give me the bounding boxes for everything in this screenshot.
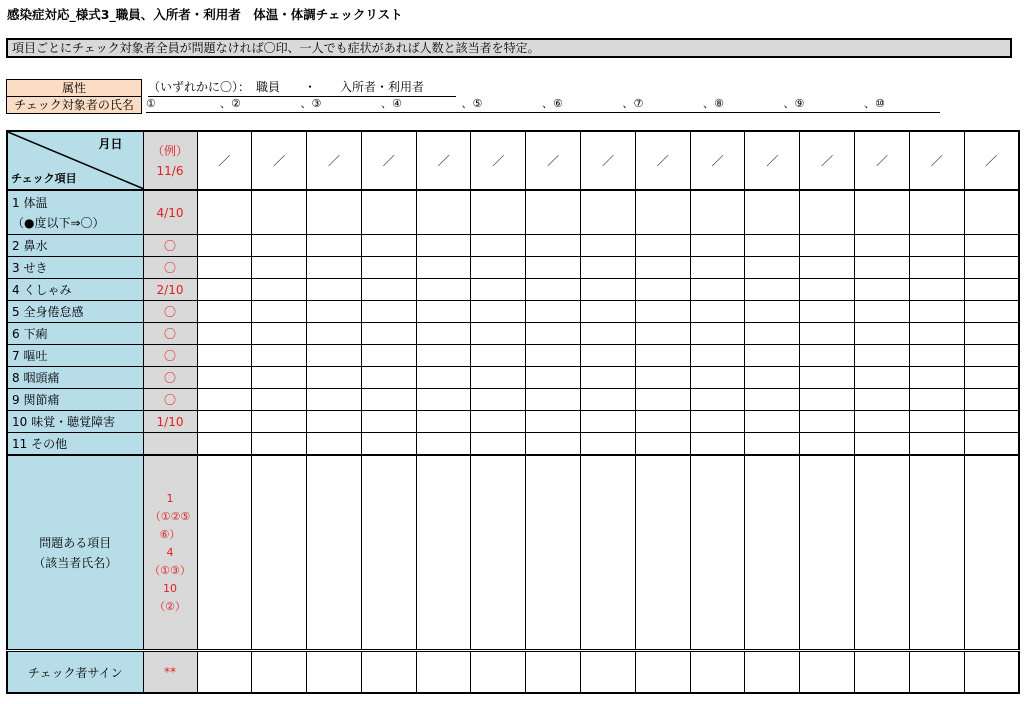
check-cell[interactable] [964,411,1019,433]
problem-cell[interactable] [581,455,636,651]
check-item-label: 3 せき [7,257,143,279]
example-value: 〇 [143,345,197,367]
check-cell[interactable] [197,433,252,456]
problem-cell[interactable] [197,455,252,651]
check-cell[interactable] [252,389,307,411]
check-cell[interactable] [197,367,252,389]
check-cell[interactable] [745,301,800,323]
date-input-cell-4[interactable]: ／ [361,131,416,190]
check-cell[interactable] [745,433,800,456]
date-input-cell-10[interactable]: ／ [690,131,745,190]
date-input-cell-8[interactable]: ／ [581,131,636,190]
name-slot-2[interactable]: 、② [220,97,241,110]
sign-cell[interactable] [581,651,636,694]
check-cell[interactable] [909,389,964,411]
check-cell[interactable] [526,190,581,235]
example-value: 〇 [143,323,197,345]
check-cell[interactable] [361,257,416,279]
check-cell[interactable] [745,323,800,345]
example-date-cell [143,131,197,190]
check-cell[interactable] [197,389,252,411]
check-cell[interactable] [635,190,690,235]
check-cell[interactable] [526,389,581,411]
check-item-label: 5 全身倦怠感 [7,301,143,323]
check-cell[interactable] [690,323,745,345]
problem-cell[interactable] [361,455,416,651]
example-value: 〇 [143,367,197,389]
example-date: 11/6 [156,163,184,178]
check-cell[interactable] [252,257,307,279]
check-cell[interactable] [855,367,910,389]
check-cell[interactable] [361,389,416,411]
check-cell[interactable] [581,345,636,367]
check-cell[interactable] [252,323,307,345]
check-cell[interactable] [471,389,526,411]
check-cell[interactable] [964,345,1019,367]
name-slot-10[interactable]: 、⑩ [864,97,885,110]
check-cell[interactable] [690,190,745,235]
table-row [7,279,1019,301]
check-cell[interactable] [526,257,581,279]
check-cell[interactable] [526,433,581,456]
check-cell[interactable] [745,411,800,433]
table-row [7,301,1019,323]
sign-cell[interactable] [690,651,745,694]
sign-cell[interactable] [855,651,910,694]
check-cell[interactable] [307,190,362,235]
check-cell[interactable] [471,433,526,456]
problem-cell[interactable] [745,455,800,651]
date-input-cell-9[interactable]: ／ [635,131,690,190]
check-cell[interactable] [690,235,745,257]
problem-cell[interactable] [252,455,307,651]
check-cell[interactable] [964,323,1019,345]
check-cell[interactable] [855,190,910,235]
check-item-label: 8 咽頭痛 [7,367,143,389]
attribute-options[interactable]: （いずれかに〇）： 職員 ・ 入所者・利用者 [148,79,456,97]
check-cell[interactable] [964,389,1019,411]
check-cell[interactable] [745,257,800,279]
check-cell[interactable] [855,411,910,433]
instruction-box: 項目ごとにチェック対象者全員が問題なければ〇印、一人でも症状があれば人数と該当者を特定。 [6,38,1012,58]
check-cell[interactable] [471,301,526,323]
check-cell[interactable] [800,279,855,301]
check-cell[interactable] [690,367,745,389]
check-cell[interactable] [800,323,855,345]
check-cell[interactable] [855,257,910,279]
table-row [7,257,1019,279]
check-cell[interactable] [855,389,910,411]
checker-sign-label: チェック者サイン [7,651,143,694]
check-cell[interactable] [909,190,964,235]
check-cell[interactable] [361,301,416,323]
check-cell[interactable] [416,257,471,279]
check-cell[interactable] [964,433,1019,456]
check-cell[interactable] [526,301,581,323]
example-value: 〇 [143,389,197,411]
check-cell[interactable] [252,190,307,235]
check-cell[interactable] [416,367,471,389]
check-cell[interactable] [526,367,581,389]
check-cell[interactable] [252,411,307,433]
check-cell[interactable] [964,257,1019,279]
check-cell[interactable] [909,323,964,345]
check-cell[interactable] [581,389,636,411]
check-cell[interactable] [197,279,252,301]
check-cell[interactable] [745,190,800,235]
check-cell[interactable] [197,190,252,235]
check-cell[interactable] [581,279,636,301]
check-cell[interactable] [909,257,964,279]
check-cell[interactable] [855,301,910,323]
sign-cell[interactable] [964,651,1019,694]
sign-cell[interactable] [526,651,581,694]
check-cell[interactable] [909,345,964,367]
check-cell[interactable] [581,411,636,433]
name-slot-3[interactable]: 、③ [300,97,322,110]
date-input-cell-5[interactable]: ／ [416,131,471,190]
check-cell[interactable] [307,323,362,345]
date-input-cell-2[interactable]: ／ [252,131,307,190]
problem-cell[interactable] [635,455,690,651]
check-cell[interactable] [745,389,800,411]
name-slot-4[interactable]: 、④ [381,97,402,110]
check-cell[interactable] [416,323,471,345]
sign-cell[interactable] [800,651,855,694]
check-cell[interactable] [307,301,362,323]
check-cell[interactable] [635,301,690,323]
name-slot-1[interactable]: ① [146,97,156,110]
check-cell[interactable] [197,257,252,279]
check-cell[interactable] [635,389,690,411]
check-cell[interactable] [581,323,636,345]
check-cell[interactable] [197,323,252,345]
problem-row [7,455,1019,651]
check-cell[interactable] [471,235,526,257]
check-cell[interactable] [800,301,855,323]
check-cell[interactable] [745,279,800,301]
name-slot-9[interactable]: 、⑨ [783,97,805,110]
check-cell[interactable] [964,301,1019,323]
check-cell[interactable] [690,301,745,323]
table-row [7,190,1019,235]
check-cell[interactable] [964,235,1019,257]
check-cell[interactable] [800,367,855,389]
check-cell[interactable] [690,279,745,301]
date-input-cell-15[interactable]: ／ [964,131,1019,190]
check-item-label: 10 味覚・聴覚障害 [7,411,143,433]
check-cell[interactable] [471,367,526,389]
date-input-cell-7[interactable]: ／ [526,131,581,190]
check-cell[interactable] [197,235,252,257]
check-cell[interactable] [471,279,526,301]
check-cell[interactable] [361,190,416,235]
problem-cell[interactable] [800,455,855,651]
check-cell[interactable] [800,257,855,279]
check-cell[interactable] [581,235,636,257]
check-cell[interactable] [361,279,416,301]
check-cell[interactable] [581,367,636,389]
check-cell[interactable] [416,345,471,367]
problem-cell[interactable] [855,455,910,651]
check-cell[interactable] [964,367,1019,389]
problem-example: 1 （①②⑤ ⑥） 4 （①③） 10 （②） [143,455,197,651]
date-input-cell-11[interactable]: ／ [745,131,800,190]
check-cell[interactable] [964,279,1019,301]
check-cell[interactable] [635,235,690,257]
check-cell[interactable] [471,323,526,345]
check-cell[interactable] [690,389,745,411]
check-cell[interactable] [416,190,471,235]
check-cell[interactable] [690,433,745,456]
check-cell[interactable] [252,367,307,389]
problem-cell[interactable] [416,455,471,651]
check-item-label: 11 その他 [7,433,143,456]
check-cell[interactable] [909,279,964,301]
sign-row [7,651,1019,694]
example-value: 1/10 [143,411,197,433]
check-cell[interactable] [471,411,526,433]
check-cell[interactable] [909,235,964,257]
check-cell[interactable] [197,345,252,367]
check-cell[interactable] [416,301,471,323]
sign-cell[interactable] [307,651,362,694]
check-cell[interactable] [307,345,362,367]
check-cell[interactable] [361,345,416,367]
check-cell[interactable] [800,411,855,433]
check-cell[interactable] [800,190,855,235]
check-cell[interactable] [690,345,745,367]
check-cell[interactable] [909,411,964,433]
example-value: 2/10 [143,279,197,301]
check-cell[interactable] [855,323,910,345]
example-label: （例） [151,143,188,158]
check-cell[interactable] [964,190,1019,235]
table-row [7,389,1019,411]
check-cell[interactable] [909,301,964,323]
example-value [143,433,197,456]
table-row [7,345,1019,367]
check-cell[interactable] [416,235,471,257]
check-cell[interactable] [800,433,855,456]
check-cell[interactable] [800,235,855,257]
check-cell[interactable] [471,345,526,367]
check-cell[interactable] [690,257,745,279]
check-cell[interactable] [526,345,581,367]
check-cell[interactable] [745,367,800,389]
attribute-label: 属性 [6,79,142,97]
sign-cell[interactable] [635,651,690,694]
sign-cell[interactable] [471,651,526,694]
check-cell[interactable] [800,345,855,367]
check-item-label: 4 くしゃみ [7,279,143,301]
date-input-cell-13[interactable]: ／ [855,131,910,190]
check-cell[interactable] [361,433,416,456]
check-cell[interactable] [745,345,800,367]
sign-cell[interactable] [909,651,964,694]
header-diagonal-cell [7,131,143,190]
check-cell[interactable] [526,323,581,345]
name-slot-8[interactable]: 、⑧ [703,97,724,110]
date-input-cell-12[interactable]: ／ [800,131,855,190]
problem-cell[interactable] [909,455,964,651]
table-row [7,411,1019,433]
checklist-table [6,130,1020,694]
check-cell[interactable] [855,279,910,301]
check-cell[interactable] [690,411,745,433]
check-cell[interactable] [635,257,690,279]
check-cell[interactable] [416,389,471,411]
table-row [7,323,1019,345]
check-cell[interactable] [252,345,307,367]
sign-cell[interactable] [416,651,471,694]
check-item-label: 1 体温 （●度以下⇒〇） [7,190,143,235]
sign-cell[interactable] [361,651,416,694]
check-cell[interactable] [361,411,416,433]
problem-cell[interactable] [964,455,1019,651]
check-cell[interactable] [855,345,910,367]
date-input-cell-14[interactable]: ／ [909,131,964,190]
check-cell[interactable] [526,411,581,433]
name-slot-5[interactable]: 、⑤ [461,97,483,110]
check-item-label: 7 嘔吐 [7,345,143,367]
check-cell[interactable] [635,323,690,345]
example-value: 4/10 [143,190,197,235]
problem-cell[interactable] [471,455,526,651]
check-cell[interactable] [361,235,416,257]
name-slot-6[interactable]: 、⑥ [542,97,563,110]
table-row [7,367,1019,389]
table-row [7,433,1019,456]
problem-cell[interactable] [307,455,362,651]
sign-cell[interactable] [197,651,252,694]
names-field[interactable] [146,96,940,113]
example-value: 〇 [143,257,197,279]
check-cell[interactable] [307,279,362,301]
check-cell[interactable] [635,279,690,301]
check-cell[interactable] [361,323,416,345]
check-cell[interactable] [526,235,581,257]
check-cell[interactable] [855,235,910,257]
date-header-label: 月日 [98,137,123,151]
check-cell[interactable] [635,433,690,456]
check-cell[interactable] [471,190,526,235]
example-value: 〇 [143,235,197,257]
check-cell[interactable] [197,301,252,323]
date-input-cell-3[interactable]: ／ [307,131,362,190]
check-item-label: 6 下痢 [7,323,143,345]
check-cell[interactable] [197,411,252,433]
check-cell[interactable] [581,301,636,323]
check-cell[interactable] [252,235,307,257]
check-cell[interactable] [581,190,636,235]
check-cell[interactable] [526,279,581,301]
check-cell[interactable] [909,367,964,389]
check-cell[interactable] [635,411,690,433]
example-value: 〇 [143,301,197,323]
check-cell[interactable] [307,367,362,389]
check-cell[interactable] [581,257,636,279]
check-cell[interactable] [635,345,690,367]
check-cell[interactable] [855,433,910,456]
check-item-label: 9 関節痛 [7,389,143,411]
sign-cell[interactable] [745,651,800,694]
sign-example: ** [143,651,197,694]
name-slot-7[interactable]: 、⑦ [622,97,644,110]
check-cell[interactable] [581,433,636,456]
check-cell[interactable] [416,279,471,301]
check-cell[interactable] [252,433,307,456]
date-input-cell-1[interactable]: ／ [197,131,252,190]
table-row [7,235,1019,257]
names-label: チェック対象者の氏名 [6,96,142,114]
sign-cell[interactable] [252,651,307,694]
check-cell[interactable] [307,389,362,411]
check-cell[interactable] [800,389,855,411]
check-cell[interactable] [252,279,307,301]
page-title: 感染症対応_様式3_職員、入所者・利用者 体温・体調チェックリスト [7,7,403,22]
check-cell[interactable] [635,367,690,389]
check-cell[interactable] [307,433,362,456]
check-cell[interactable] [471,257,526,279]
date-input-cell-6[interactable]: ／ [471,131,526,190]
check-item-label: 2 鼻水 [7,235,143,257]
check-cell[interactable] [416,411,471,433]
item-header-label: チェック項目 [11,172,77,185]
problem-cell[interactable] [690,455,745,651]
check-cell[interactable] [416,433,471,456]
check-cell[interactable] [307,235,362,257]
problem-cell[interactable] [526,455,581,651]
check-cell[interactable] [307,411,362,433]
check-cell[interactable] [361,367,416,389]
check-cell[interactable] [909,433,964,456]
check-cell[interactable] [252,301,307,323]
check-cell[interactable] [307,257,362,279]
check-cell[interactable] [745,235,800,257]
problem-items-label: 問題ある項目 （該当者氏名） [7,455,143,651]
